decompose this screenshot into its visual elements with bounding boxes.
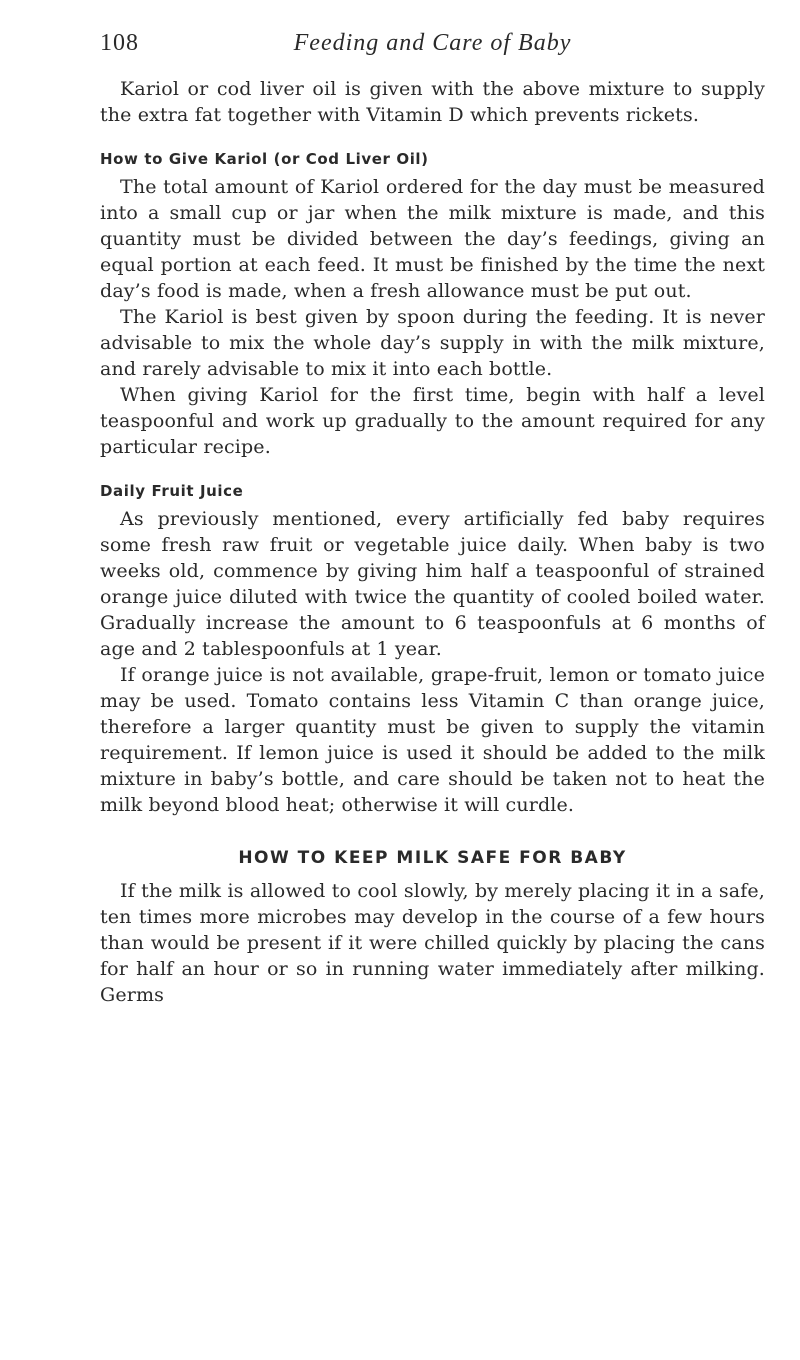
kariol-paragraph-3: When giving Kariol for the first time, begin with half a level teaspoonful and work up gradually to the amount required for any particular recipe. <box>100 384 765 458</box>
running-header <box>100 28 765 76</box>
page-number: 108 <box>100 30 139 56</box>
milk-safety-paragraph: If the milk is allowed to cool slowly, by merely placing it in a safe, ten times more microbes may develop in the course of a few hours than would be present if it were chilled quickly by placing the cans for half an hour or so in running water immediately after milking. Germs <box>100 880 765 1006</box>
juice-heading: Daily Fruit Juice <box>100 482 244 500</box>
book-page <box>100 28 765 1008</box>
kariol-paragraph-1: The total amount of Kariol ordered for the day must be measured into a small cup or jar when the milk mixture is made, and this quantity must be divided between the day’s feedings, giving an equal portion at each feed. It must be finished by the time the next day’s food is made, when a fresh allowance must be put out. <box>100 176 765 302</box>
milk-safety-title: HOW TO KEEP MILK SAFE FOR BABY <box>238 848 627 868</box>
juice-paragraph-2: If orange juice is not available, grape-fruit, lemon or tomato juice may be used. Tomato contains less Vitamin C than orange juice, therefore a larger quantity must be given to supply the vitamin requirement. If lemon juice is used it should be added to the milk mixture in baby’s bottle, and care should be taken not to heat the milk beyond blood heat; otherwise it will curdle. <box>100 664 765 816</box>
running-title: Feeding and Care of Baby <box>293 30 572 56</box>
intro-paragraph: Kariol or cod liver oil is given with the above mixture to supply the extra fat together with Vitamin D which prevents rickets. <box>100 78 765 126</box>
juice-paragraph-1: As previously mentioned, every artificially fed baby requires some fresh raw fruit or vegetable juice daily. When baby is two weeks old, commence by giving him half a teaspoonful of strained orange juice diluted with twice the quantity of cooled boiled water. Gradually increase the amount to 6 teaspoonfuls at 6 months of age and 2 tablespoonfuls at 1 year. <box>100 508 765 660</box>
kariol-heading: How to Give Kariol (or Cod Liver Oil) <box>100 150 429 168</box>
kariol-paragraph-2: The Kariol is best given by spoon during the feeding. It is never advisable to mix the whole day’s supply in with the milk mixture, and rarely advisable to mix it into each bottle. <box>100 306 765 380</box>
